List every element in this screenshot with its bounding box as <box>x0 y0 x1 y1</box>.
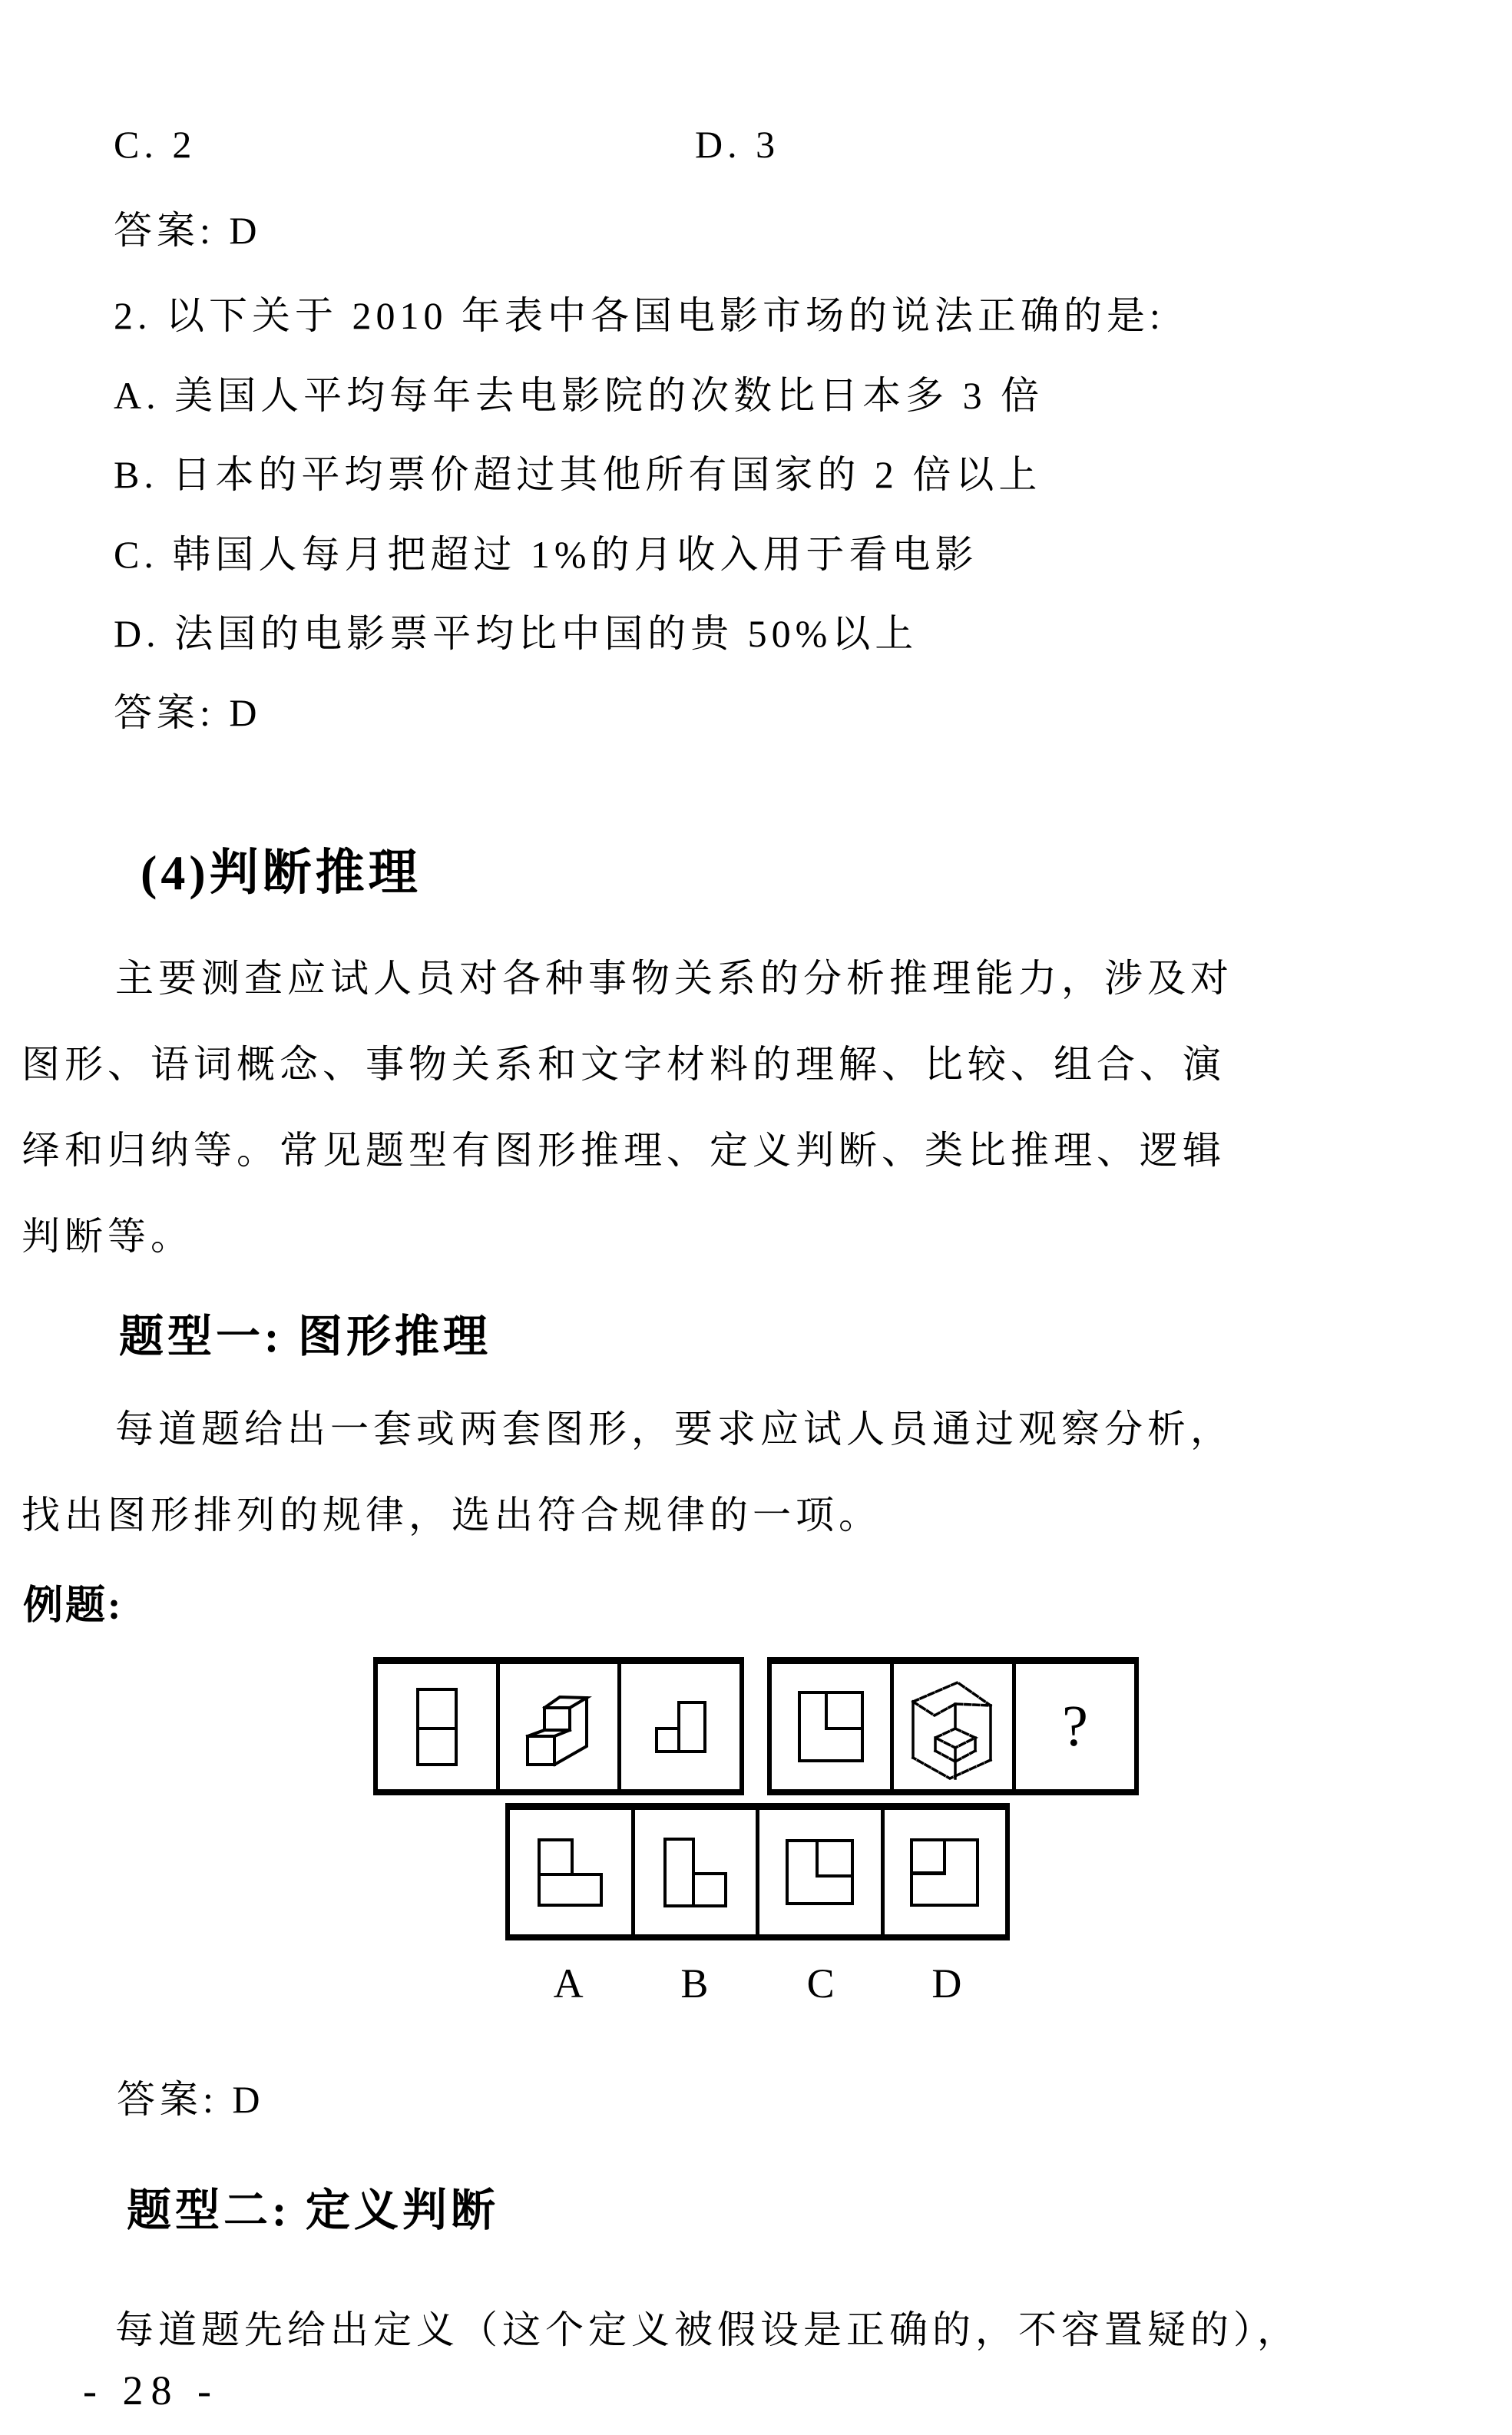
type1-heading: 题型一: 图形推理 <box>119 1312 491 1361</box>
prev-option-c: C. 2 <box>114 123 197 166</box>
type1-answer-line: 答案: D <box>117 2078 265 2121</box>
section4-paragraph-line: 主要测查应试人员对各种事物关系的分析推理能力，涉及对 <box>115 957 1233 1000</box>
section4-paragraph-line: 绎和归纳等。常见题型有图形推理、定义判断、类比推理、逻辑 <box>22 1129 1226 1172</box>
option-c-figure <box>786 1839 854 1905</box>
stacked-cubes-3d-figure <box>500 1664 617 1789</box>
figure-cell-notched-square <box>772 1664 894 1789</box>
figure-option-b <box>635 1810 760 1934</box>
question2-option-c: C. 韩国人每月把超过 1%的月收入用于看电影 <box>114 533 978 576</box>
question2-option-a: A. 美国人平均每年去电影院的次数比日本多 3 倍 <box>114 374 1044 417</box>
prev-option-d: D. 3 <box>695 123 780 166</box>
figure-label-d: D <box>931 1960 962 2007</box>
figure-option-d <box>885 1810 1006 1934</box>
figure-cell-lstep <box>621 1664 739 1789</box>
option-b-figure <box>663 1838 727 1907</box>
figure-label-a: A <box>553 1960 584 2007</box>
figure-option-c <box>759 1810 885 1934</box>
figure-label-b: B <box>680 1960 709 2007</box>
type2-desc-line: 每道题先给出定义（这个定义被假设是正确的，不容置疑的）， <box>115 2308 1300 2351</box>
section4-paragraph-line: 图形、语词概念、事物关系和文字材料的理解、比较、组合、演 <box>22 1043 1226 1086</box>
square-top-right-notch-figure <box>798 1691 864 1762</box>
figure-cell-question <box>1016 1664 1134 1789</box>
section4-paragraph-line: 判断等。 <box>22 1215 194 1258</box>
figure-row1-group2 <box>767 1657 1139 1795</box>
section4-heading: (4)判断推理 <box>141 845 422 900</box>
figure-option-labels <box>505 1960 1010 2007</box>
figure-option-a <box>510 1810 635 1934</box>
type1-desc-line: 每道题给出一套或两套图形，要求应试人员通过观察分析， <box>115 1408 1233 1451</box>
question2-stem: 2. 以下关于 2010 年表中各国电影市场的说法正确的是: <box>114 294 1165 337</box>
question2-option-d: D. 法国的电影票平均比中国的贵 50%以上 <box>114 612 918 655</box>
type2-heading: 题型二: 定义判断 <box>127 2185 499 2235</box>
page-number: - 28 - <box>83 2367 219 2413</box>
example-label: 例题: <box>23 1584 124 1628</box>
question2-option-b: B. 日本的平均票价超过其他所有国家的 2 倍以上 <box>114 453 1042 496</box>
type1-desc-line: 找出图形排列的规律，选出符合规律的一项。 <box>22 1494 882 1537</box>
figure-cell-hollow-cube <box>894 1664 1016 1789</box>
figure-cell-domino <box>378 1664 500 1789</box>
figure-label-c: C <box>806 1960 835 2007</box>
l-step-figure <box>655 1701 706 1753</box>
prev-answer-line: 答案: D <box>114 209 262 252</box>
figure-row1-group1 <box>373 1657 744 1795</box>
question-mark: ? <box>1062 1694 1088 1758</box>
figure-cell-stacked-cubes <box>500 1664 622 1789</box>
domino-figure <box>416 1688 458 1766</box>
question2-answer-line: 答案: D <box>114 691 262 734</box>
figure-row2-options <box>505 1803 1010 1940</box>
option-a-figure <box>538 1838 603 1907</box>
option-d-figure <box>910 1838 979 1907</box>
hollow-cube-3d-figure <box>895 1664 1012 1789</box>
